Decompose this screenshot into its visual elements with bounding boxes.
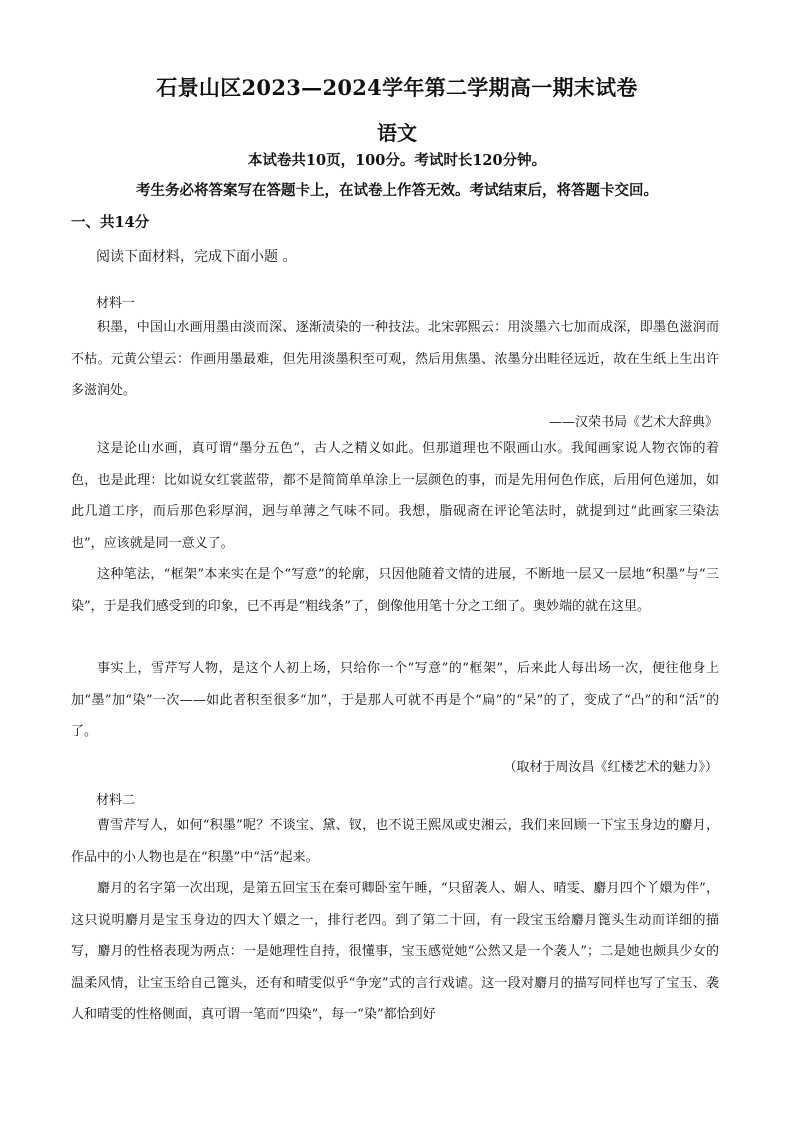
material-one-paragraph-3: 这种笔法，“框架”本来实在是个“写意”的轮廓，只因他随着文情的进展，不断地一层又一层地“积墨”与“三染”，于是我们感受到的印象，已不再是“粗线条”了，倒像他用笔十分之工细了。奥妙端的就在这里。 bbox=[71, 567, 719, 614]
subject-title: 语文 bbox=[377, 121, 417, 145]
exam-info: 本试卷共10页，100分。考试时长120分钟。 bbox=[247, 152, 547, 169]
material-one-source-1: ——汉荣书局《艺术大辞典》 bbox=[548, 415, 718, 430]
material-two-label: 材料二 bbox=[96, 793, 136, 808]
exam-title: 石景山区2023—2024学年第二学期高一期末试卷 bbox=[156, 75, 638, 100]
section-heading: 一、共14分 bbox=[71, 214, 150, 231]
material-one-label: 材料一 bbox=[96, 296, 136, 311]
material-one-paragraph-4: 事实上，雪芹写人物，是这个人初上场，只给你一个“写意”的“框架”，后来此人每出场一次，便往他身上加“墨”加“染”一次——如此者积至很多“加”，于是那人可就不再是个“扁”的“呆”的了，变成了“凸”的和“活”的了。 bbox=[71, 661, 719, 739]
material-one-paragraph-1: 积墨，中国山水画用墨由淡而深、逐渐渍染的一种技法。北宋郭熙云：用淡墨六七加而成深，即墨色滋润而不枯。元黄公望云：作画用墨最难，但先用淡墨积至可观，然后用焦墨、浓墨分出畦径远近，故在生纸上生出许多滋润处。 bbox=[71, 320, 719, 398]
material-one-paragraph-2: 这是论山水画，真可谓“墨分五色”，古人之精义如此。但那道理也不限画山水。我闻画家说人物衣饰的着色，也是此理：比如说女红裳蓝带，都不是简简单单涂上一层颜色的事，而是先用何色作底，后用何色递加，如此几道工序，而后那色彩厚润，迥与单薄之气味不同。我想，脂砚斋在评论笔法时，就提到过“此画家三染法也”，应该就是同一意义了。 bbox=[71, 441, 719, 551]
material-two-paragraph-1: 曹雪芹写人，如何“积墨”呢？不谈宝、黛、钗，也不说王熙凤或史湘云，我们来回顾一下宝玉身边的麝月，作品中的小人物也是在“积墨”中“活”起来。 bbox=[71, 818, 719, 865]
exam-notice: 考生务必将答案写在答题卡上，在试卷上作答无效。考试结束后，将答题卡交回。 bbox=[136, 182, 658, 199]
section-instruction: 阅读下面材料，完成下面小题 。 bbox=[96, 249, 297, 265]
material-one-source-2: （取材于周汝昌《红楼艺术的魅力》） bbox=[503, 760, 718, 775]
material-two-paragraph-2: 麝月的名字第一次出现，是第五回宝玉在秦可卿卧室午睡，“只留袭人、媚人、晴雯、麝月四个丫嬛为伴”，这只说明麝月是宝玉身边的四大丫嬛之一，排行老四。到了第二十回，有一段宝玉给麝月篦头生动而详细的描写，麝月的性格表现为两点：一是她理性自持，很懂事，宝玉感觉她“公然又是一个袭人”；二是她也颇具少女的温柔风情，让宝玉给自己篦头，还有和晴雯似乎“争宠”式的言行戏谑。这一段对麝月的描写同样也写了宝玉、袭人和晴雯的性格侧面，真可谓一笔而“四染”，每一“染”都恰到好 bbox=[71, 881, 719, 1022]
